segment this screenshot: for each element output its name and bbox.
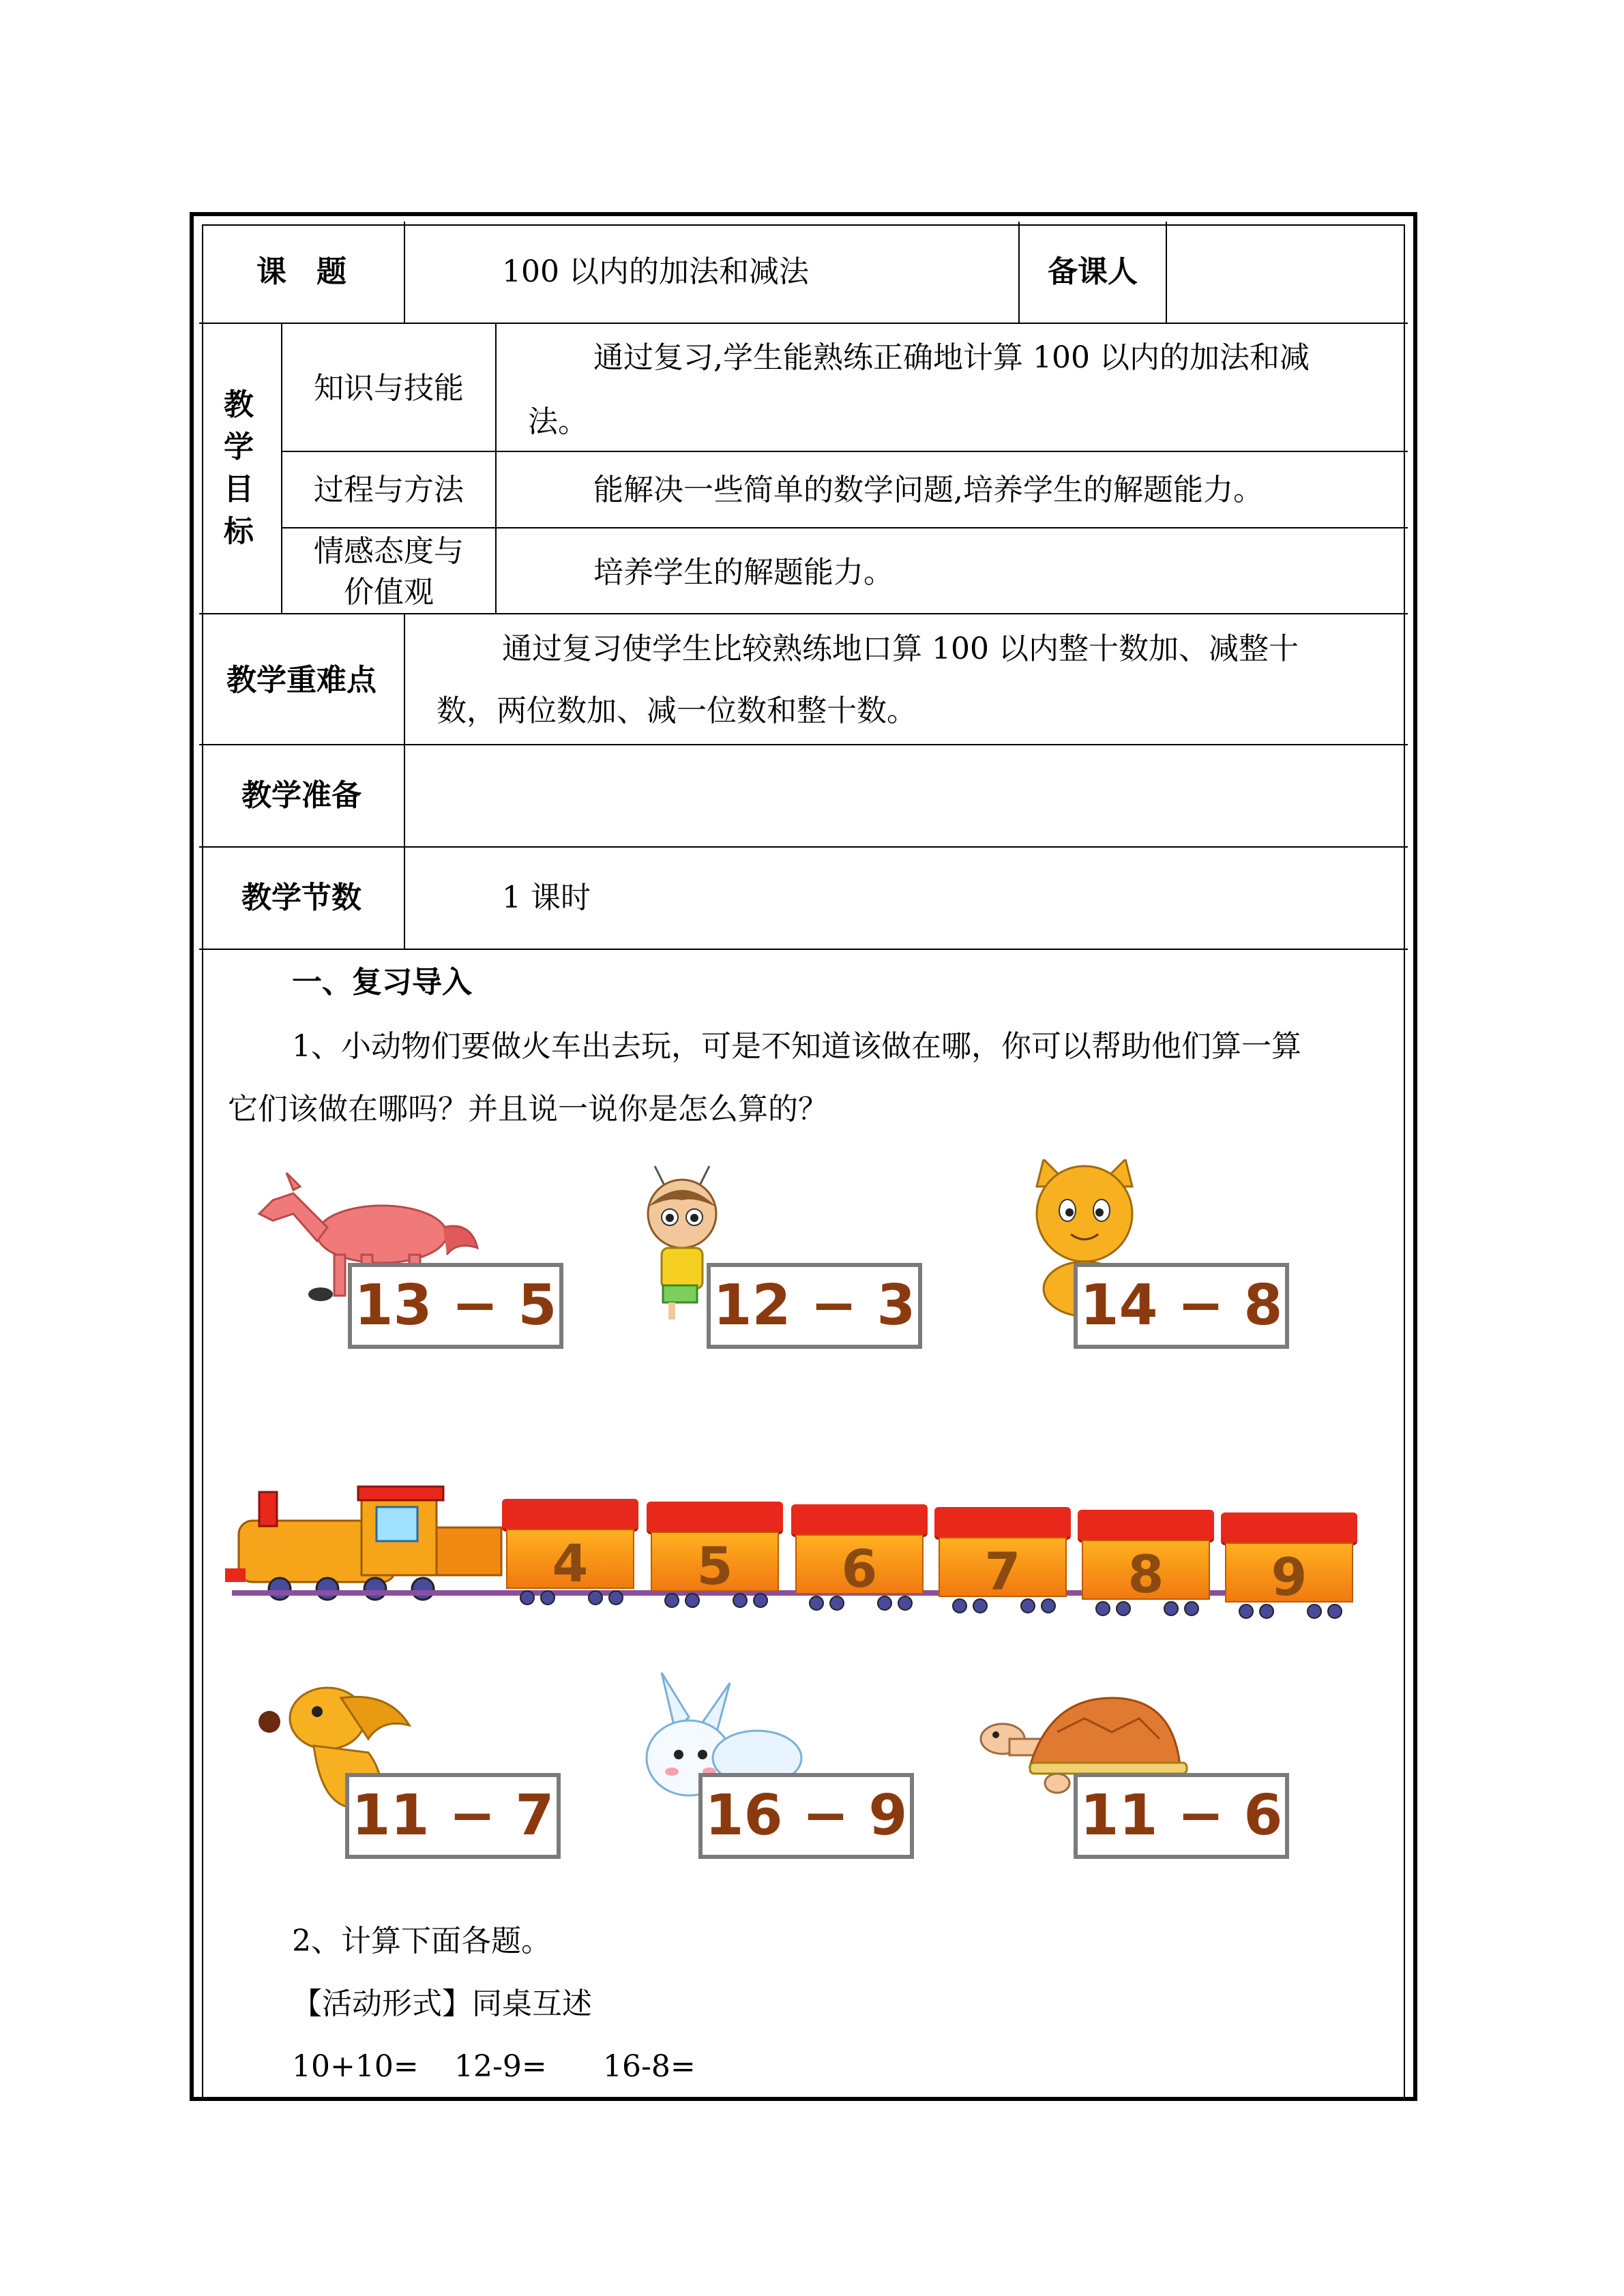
row-divider [199,949,1408,950]
row-divider [199,613,1408,614]
train-car-number: 8 [1127,1544,1164,1605]
train-car [651,1502,779,1596]
train-car-number: 5 [696,1536,733,1596]
task1-line2: 它们该做在哪吗？并且说一说你是怎么算的？ [228,1092,828,1127]
train-car [939,1507,1067,1602]
train-car [1225,1512,1353,1607]
knowledge-label: 知识与技能 [314,371,464,406]
goals-label-char: 目 [224,472,254,507]
col-divider [1166,222,1167,323]
train-car [795,1504,924,1599]
row-divider [199,744,1408,745]
col-divider [404,222,405,323]
knowledge-line1: 通过复习,学生能熟练正确地计算 100 以内的加法和减 [593,340,1310,375]
train-car-number: 9 [1271,1547,1308,1607]
goals-label-char: 标 [224,514,254,549]
task2-title: 2、计算下面各题。 [292,1924,551,1958]
train-car-number: 6 [841,1538,878,1599]
process-value: 能解决一些简单的数学问题,培养学生的解题能力。 [593,473,1263,507]
train-car [1082,1510,1210,1605]
periods-label: 教学节数 [241,880,361,915]
expression-card: 11 − 7 [345,1773,561,1859]
expression-card: 11 − 6 [1074,1773,1289,1859]
goals-label-char: 学 [224,430,254,464]
activity-form: 【活动形式】同桌互述 [292,1986,592,2021]
expression-card: 13 − 5 [348,1263,563,1349]
keypoints-line1: 通过复习使学生比较熟练地口算 100 以内整十数加、减整十 [502,631,1299,666]
col-divider [281,323,282,613]
col-divider [495,323,497,613]
row-divider [199,323,1408,324]
knowledge-line2: 法。 [528,404,588,439]
keypoints-label: 教学重难点 [226,663,377,698]
expression-card: 14 − 8 [1074,1263,1289,1349]
expression-card: 16 − 9 [698,1773,914,1859]
goals-label-char: 教 [224,387,254,422]
topic-label: 课 题 [256,254,346,289]
task1-line1: 1、小动物们要做火车出去玩，可是不知道该做在哪，你可以帮助他们算一算 [292,1029,1301,1064]
periods-value: 1 课时 [502,880,591,915]
col-divider [404,613,405,949]
expression-card: 12 − 3 [707,1263,922,1349]
train-car [506,1499,634,1594]
row-divider [199,846,1408,848]
prep-label: 教学准备 [241,778,361,813]
row-divider [281,527,1408,528]
row-divider [281,451,1408,452]
exercise-item: 16-8= [603,2049,696,2084]
emotion-label-line2: 价值观 [344,575,434,610]
topic-value: 100 以内的加法和减法 [502,254,809,289]
train-car-number: 4 [552,1533,589,1594]
preparer-label: 备课人 [1048,254,1138,289]
exercise-item: 10+10= [292,2049,419,2084]
section-title: 一、复习导入 [292,965,472,1000]
emotion-label-line1: 情感态度与 [314,534,464,569]
process-label: 过程与方法 [314,473,464,507]
train-car-number: 7 [984,1541,1021,1602]
exercise-item: 12-9= [454,2049,547,2084]
keypoints-line2: 数，两位数加、减一位数和整十数。 [437,694,917,728]
emotion-value: 培养学生的解题能力。 [593,555,894,590]
